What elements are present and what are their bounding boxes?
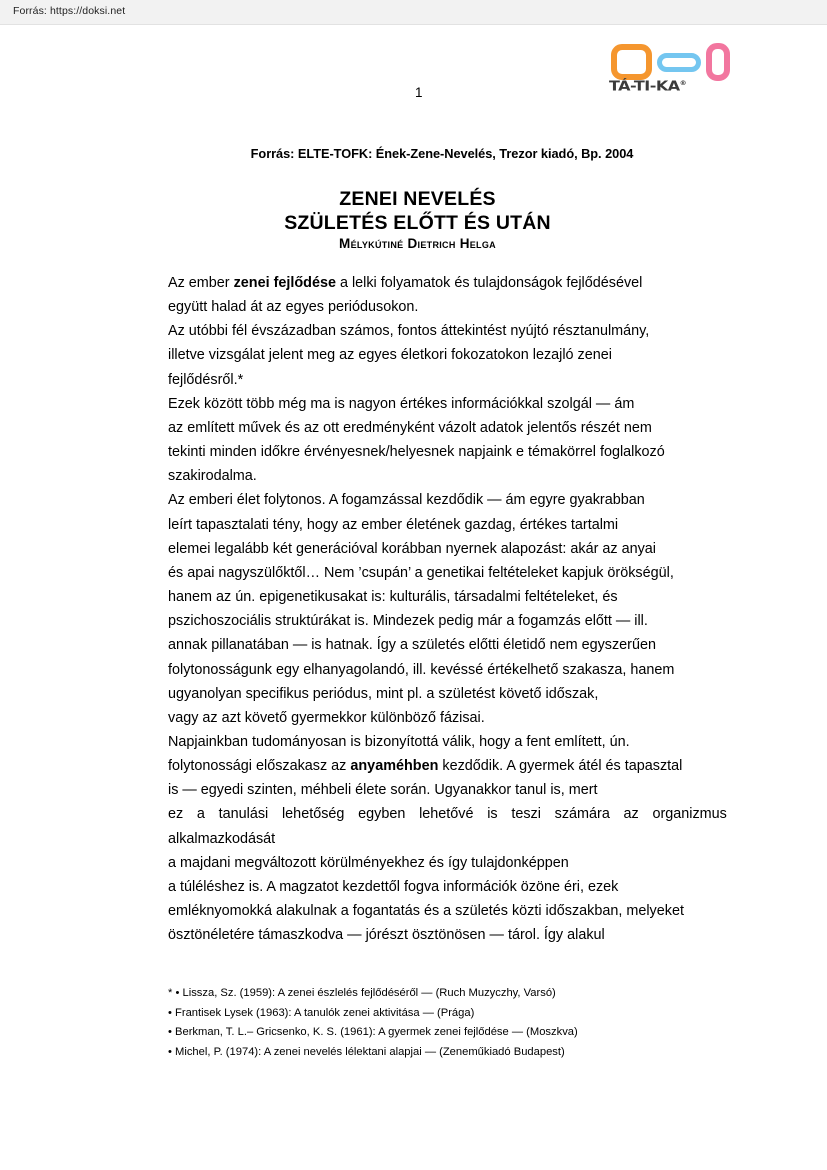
body-word: lehetővé bbox=[419, 806, 474, 823]
body-line: leírt tapasztalati tény, hogy az ember életének gazdag, értékes tartalmi bbox=[168, 516, 619, 533]
body-line: ösztönéletére támaszkodva — jórészt ösztönösen — tárol. Így alakul bbox=[168, 927, 605, 944]
body-line: ugyanolyan specifikus periódus, mint pl. a születést követő időszak, bbox=[168, 685, 599, 702]
body-text-segment: folytonossági előszakasz az bbox=[168, 758, 351, 775]
logo-wordmark bbox=[609, 78, 735, 94]
footnote-item: • Michel, P. (1974): A zenei nevelés lélektani alapjai — (Zeneműkiadó Budapest) bbox=[168, 1045, 565, 1058]
logo-blue-pill-icon bbox=[657, 53, 701, 72]
body-word: ez bbox=[168, 806, 184, 823]
document-title-line-1: ZENEI NEVELÉS bbox=[339, 188, 496, 210]
body-line: alkalmazkodását bbox=[168, 830, 276, 847]
body-line: Ezek között több még ma is nagyon értékes információkkal szolgál — ám bbox=[168, 395, 635, 412]
emphasized-term: zenei fejlődése bbox=[233, 275, 336, 291]
body-line bbox=[168, 754, 728, 778]
body-text-segment: a lelki folyamatok és tulajdonságok fejlődésével bbox=[335, 275, 643, 291]
title-block bbox=[0, 188, 827, 251]
body-line: a majdani megváltozott körülményekhez és így tulajdonképpen bbox=[168, 854, 569, 871]
body-line: és apai nagyszülőktől… Nem ’csupán’ a genetikai feltételeket kapjuk örökségül, bbox=[168, 564, 674, 581]
body-line: folytonosságunk egy elhanyagolandó, ill. kevéssé értékelhető szakasza, hanem bbox=[168, 661, 675, 678]
author-name: Mélykútiné Dietrich Helga bbox=[339, 236, 496, 251]
body-word: egyben bbox=[358, 806, 406, 823]
source-banner bbox=[0, 0, 827, 25]
body-line: illetve vizsgálat jelent meg az egyes életkori fokozatokon lezajló zenei bbox=[168, 347, 612, 364]
body-line: Az emberi élet folytonos. A fogamzással kezdődik — ám egyre gyakrabban bbox=[168, 492, 645, 509]
body-line: vagy az azt követő gyermekkor különböző fázisai. bbox=[168, 709, 485, 726]
logo-shapes bbox=[607, 42, 733, 82]
footnote-item: • Frantisek Lysek (1963): A tanulók zenei aktivitása — (Prága) bbox=[168, 1006, 475, 1019]
body-word: a bbox=[196, 806, 205, 823]
body-line: hanem az ún. epigenetikusakat is: kulturális, társadalmi feltételeket, és bbox=[168, 589, 618, 606]
body-line: pszichoszociális struktúrákat is. Mindezek pedig már a fogamzás előtt — ill. bbox=[168, 613, 648, 630]
body-word: lehetőség bbox=[281, 806, 345, 823]
body-word: is bbox=[487, 806, 498, 823]
body-line: annak pillanatában — is hatnak. Így a születés előtti életidő nem egyszerűen bbox=[168, 637, 656, 654]
footnote-list bbox=[168, 984, 738, 1062]
logo-orange-square-icon bbox=[611, 44, 652, 80]
source-url-text: Forrás: https://doksi.net bbox=[13, 5, 126, 17]
body-line: tekinti minden időkre érvényesnek/helyesnek napjaink e témakörrel foglalkozó bbox=[168, 444, 665, 461]
tatika-logo bbox=[607, 42, 733, 100]
body-line bbox=[168, 802, 727, 826]
body-word: az bbox=[623, 806, 639, 823]
logo-wordmark-text: TÁ-TI-KA bbox=[609, 78, 680, 94]
body-line: emléknyomokká alakulnak a fogantatás és a születés közti időszakban, melyeket bbox=[168, 903, 684, 920]
body-word: organizmus bbox=[652, 806, 727, 823]
body-line: is — egyedi szinten, méhbeli élete során. Ugyanakkor tanul is, mert bbox=[168, 782, 598, 799]
body-text-segment: kezdődik. A gyermek átél és tapasztal bbox=[438, 758, 683, 775]
footnote-item: * • Lissza, Sz. (1959): A zenei észlelés fejlődéséről — (Ruch Muzyczhy, Varsó) bbox=[168, 987, 556, 999]
source-credit-line: Forrás: ELTE-TOFK: Ének-Zene-Nevelés, Trezor kiadó, Bp. 2004 bbox=[250, 146, 634, 161]
document-title-line-2: SZÜLETÉS ELŐTT ÉS UTÁN bbox=[284, 211, 551, 234]
footnote-item: • Berkman, T. L.– Gricsenko, K. S. (1961): A gyermek zenei fejlődése — (Moszkva) bbox=[168, 1026, 578, 1039]
body-line: Napjainkban tudományosan is bizonyítottá válik, hogy a fent említett, ún. bbox=[168, 733, 630, 750]
body-line: fejlődésről.* bbox=[168, 371, 244, 388]
body-line: együtt halad át az egyes periódusokon. bbox=[168, 299, 419, 316]
logo-pink-rounded-rect-icon bbox=[706, 43, 730, 81]
body-line: elemei legalább két generációval korábban nyernek alapozást: akár az anyai bbox=[168, 540, 656, 557]
body-line: Az utóbbi fél évszázadban számos, fontos áttekintést nyújtó résztanulmány, bbox=[168, 323, 650, 340]
body-line bbox=[168, 271, 728, 295]
document-body bbox=[168, 271, 728, 947]
emphasized-term: anyaméhben bbox=[350, 758, 439, 775]
body-word: tanulási bbox=[218, 806, 269, 823]
body-line: a túléléshez is. A magzatot kezdettől fogva információk özöne éri, ezek bbox=[168, 878, 619, 895]
body-text-segment: Az ember bbox=[168, 275, 234, 291]
page-number: 1 bbox=[415, 85, 423, 100]
body-line: szakirodalma. bbox=[168, 468, 257, 485]
body-word: teszi bbox=[511, 806, 541, 823]
body-line: az említett művek és az ott eredményként vázolt adatok jelentős részét nem bbox=[168, 419, 652, 436]
registered-trademark-icon: ® bbox=[679, 80, 687, 87]
body-word: számára bbox=[554, 806, 610, 823]
